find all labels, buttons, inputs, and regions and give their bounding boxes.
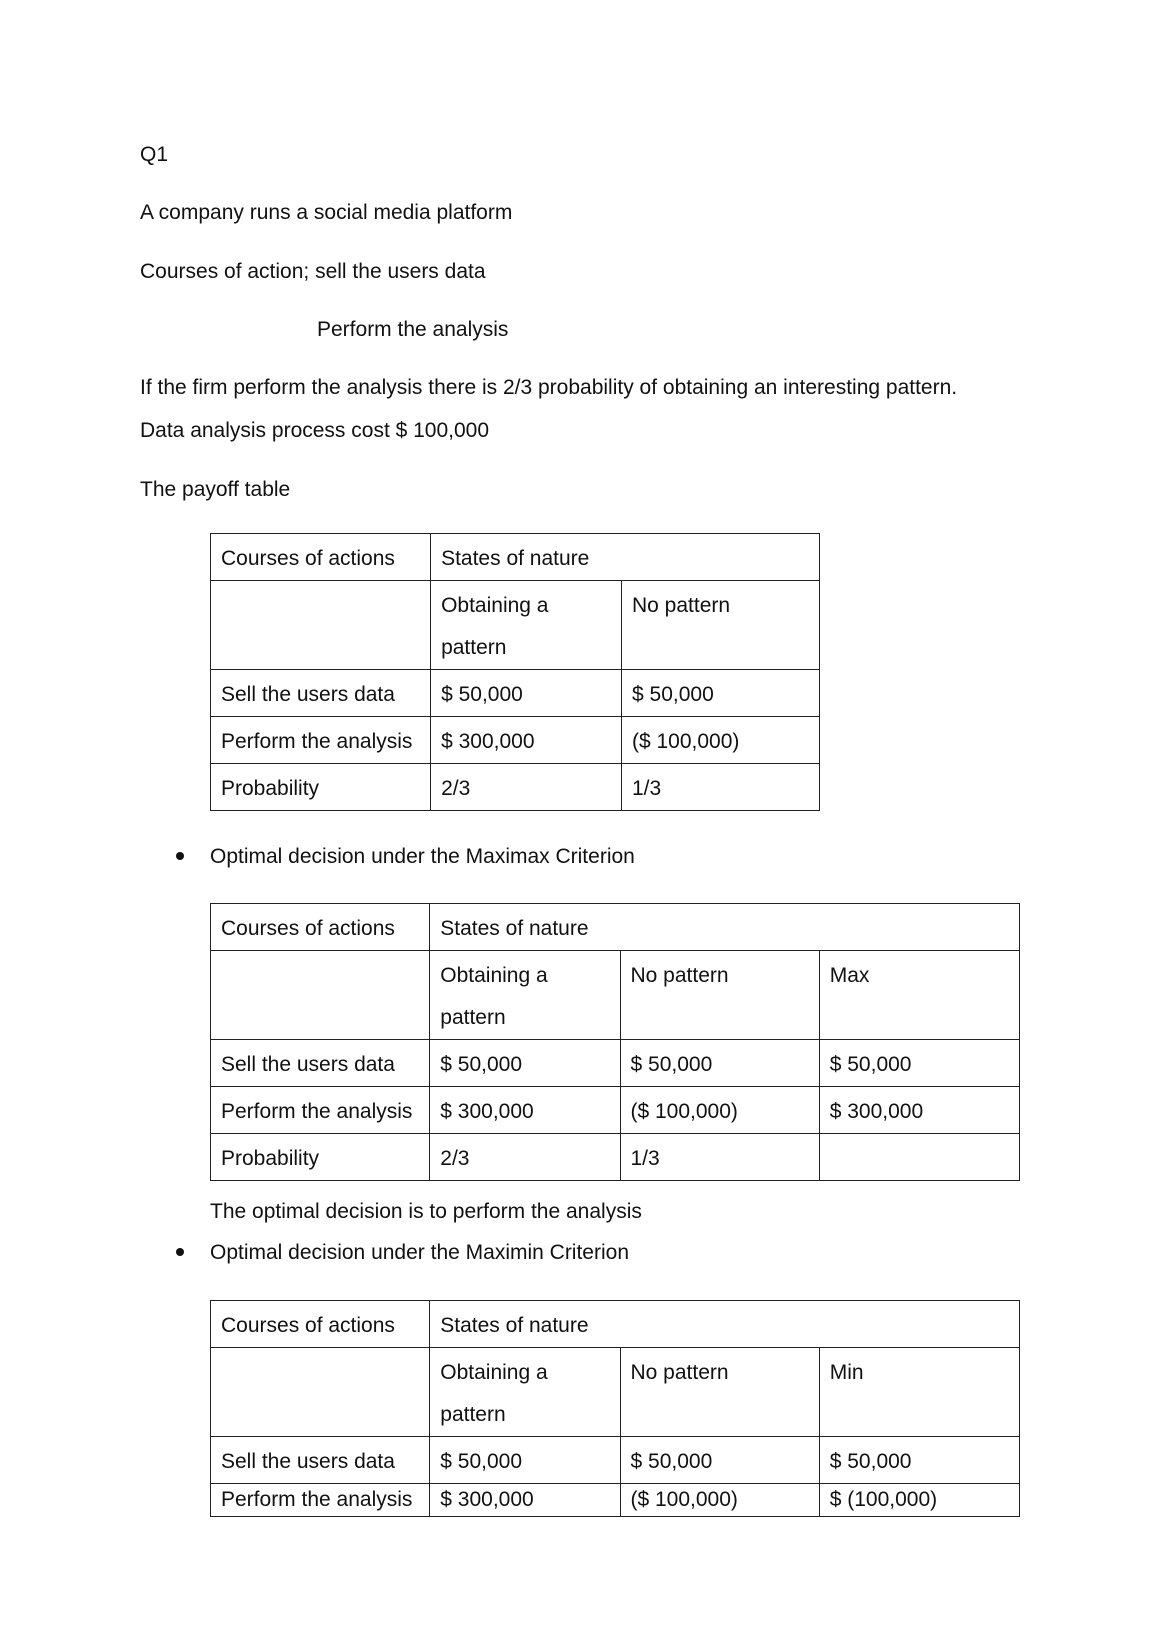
table-cell: ($ 100,000) [620, 1484, 819, 1517]
table-cell [211, 951, 430, 1040]
table-row [211, 717, 820, 764]
header-cell [430, 951, 620, 1040]
table-cell: $ 300,000 [819, 1087, 1019, 1134]
table-cell: Perform the analysis [211, 717, 431, 764]
table-cell [819, 1134, 1019, 1181]
header-cell: No pattern [620, 951, 819, 1040]
maximax-table [210, 903, 1020, 1181]
table-cell: $ 50,000 [819, 1040, 1019, 1087]
cost-text: Data analysis process cost $ 100,000 [140, 419, 490, 442]
table-row [211, 1040, 1020, 1087]
courses-of-action-text-2: Perform the analysis [317, 318, 509, 341]
payoff-table-title: The payoff table [140, 478, 291, 501]
table-cell: $ 50,000 [620, 1437, 819, 1484]
cell-line: pattern [440, 1403, 506, 1426]
header-cell: Courses of actions [211, 534, 431, 581]
table-cell: ($ 100,000) [622, 717, 820, 764]
payoff-table [210, 533, 820, 811]
cell-line: Obtaining a [440, 1361, 548, 1384]
table-cell: Sell the users data [211, 670, 431, 717]
table-row [211, 1301, 1020, 1348]
maximax-heading: Optimal decision under the Maximax Criterion [210, 845, 635, 868]
table-cell: $ 300,000 [430, 1087, 620, 1134]
header-cell: Max [819, 951, 1019, 1040]
header-cell: States of nature [431, 534, 820, 581]
table-cell: $ 50,000 [430, 1040, 620, 1087]
table-cell: Perform the analysis [211, 1484, 430, 1517]
header-cell: States of nature [430, 904, 1020, 951]
table-row [211, 904, 1020, 951]
table-row [211, 1484, 1020, 1517]
bullet-icon [176, 852, 184, 860]
table-row [211, 1087, 1020, 1134]
table-cell: $ 50,000 [622, 670, 820, 717]
table-cell: 1/3 [622, 764, 820, 811]
table-cell: $ 50,000 [819, 1437, 1019, 1484]
table-cell: $ 50,000 [620, 1040, 819, 1087]
question-heading: Q1 [140, 143, 169, 166]
table-cell: Probability [211, 1134, 430, 1181]
table-cell: $ 50,000 [431, 670, 622, 717]
maximin-table [210, 1300, 1020, 1517]
table-row [211, 1134, 1020, 1181]
table-row [211, 534, 820, 581]
maximax-conclusion: The optimal decision is to perform the analysis [210, 1200, 642, 1223]
table-cell: $ 50,000 [430, 1437, 620, 1484]
header-cell [431, 581, 622, 670]
table-cell: $ 300,000 [431, 717, 622, 764]
table-cell: 2/3 [431, 764, 622, 811]
courses-of-action-text: Courses of action; sell the users data [140, 260, 486, 283]
table-row [211, 581, 820, 670]
table-row [211, 1348, 1020, 1437]
header-cell: Courses of actions [211, 904, 430, 951]
header-cell: States of nature [430, 1301, 1020, 1348]
probability-text: If the firm perform the analysis there is 2/3 probability of obtaining an interesting pattern. [140, 376, 958, 399]
cell-line: pattern [441, 636, 507, 659]
table-cell: Probability [211, 764, 431, 811]
table-cell: Perform the analysis [211, 1087, 430, 1134]
table-row [211, 1437, 1020, 1484]
header-cell [430, 1348, 620, 1437]
table-cell: Sell the users data [211, 1437, 430, 1484]
table-cell: Sell the users data [211, 1040, 430, 1087]
table-cell [211, 581, 431, 670]
table-row [211, 764, 820, 811]
table-row [211, 951, 1020, 1040]
cell-line: Obtaining a [440, 964, 548, 987]
header-cell: Courses of actions [211, 1301, 430, 1348]
table-cell: 2/3 [430, 1134, 620, 1181]
table-cell: 1/3 [620, 1134, 819, 1181]
table-cell [211, 1348, 430, 1437]
header-cell: No pattern [622, 581, 820, 670]
table-cell: ($ 100,000) [620, 1087, 819, 1134]
cell-line: pattern [440, 1006, 506, 1029]
cell-line: Obtaining a [441, 594, 549, 617]
header-cell: Min [819, 1348, 1019, 1437]
maximin-heading: Optimal decision under the Maximin Criterion [210, 1241, 630, 1264]
header-cell: No pattern [620, 1348, 819, 1437]
table-cell: $ (100,000) [819, 1484, 1019, 1517]
intro-text: A company runs a social media platform [140, 201, 513, 224]
table-row [211, 670, 820, 717]
bullet-icon [176, 1248, 184, 1256]
table-cell: $ 300,000 [430, 1484, 620, 1517]
